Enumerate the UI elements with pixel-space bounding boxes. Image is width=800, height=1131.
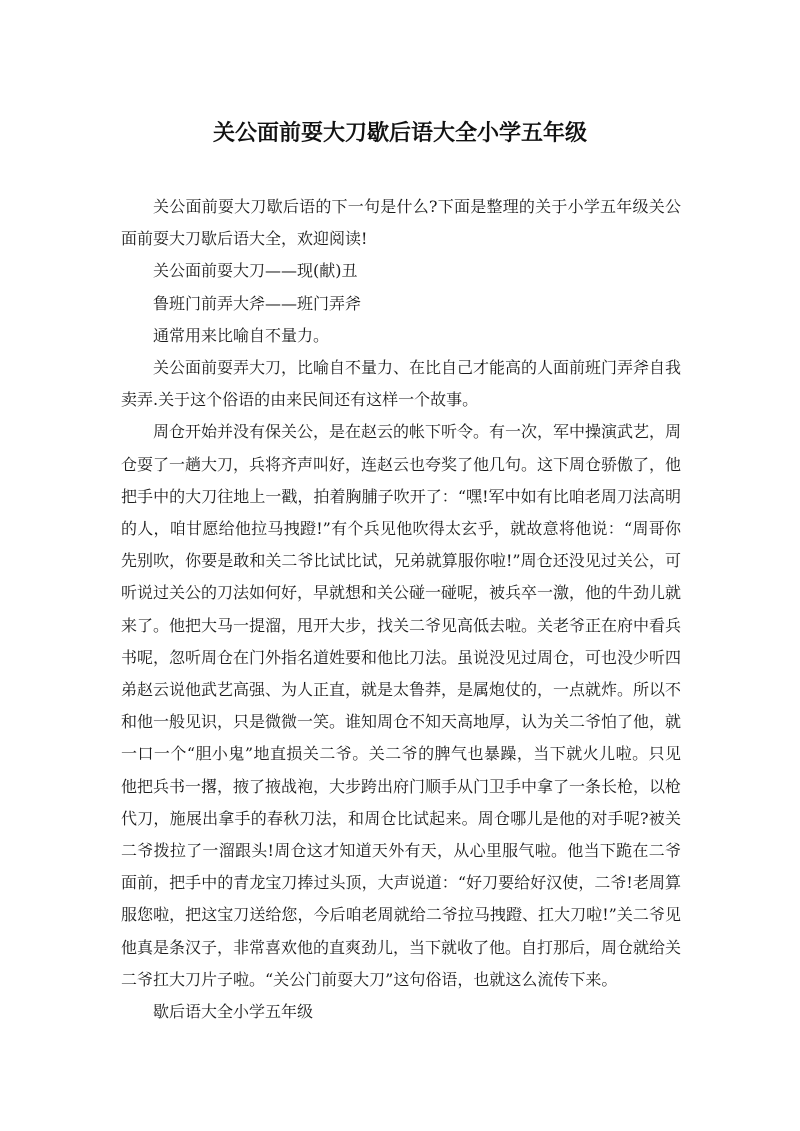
section-heading-line: 歇后语大全小学五年级 bbox=[153, 1002, 314, 1022]
intro-paragraph: 关公面前耍大刀歇后语的下一句是什么?下面是整理的关于小学五年级关公面前耍大刀歇后语大全，欢迎阅读! bbox=[121, 197, 681, 249]
usage-note: 通常用来比喻自不量力。 bbox=[153, 325, 330, 345]
meaning-paragraph: 关公面前耍弄大刀，比喻自不量力、在比自己才能高的人面前班门弄斧自我卖弄.关于这个俗语的由来民间还有这样一个故事。 bbox=[121, 358, 682, 410]
story-paragraph: 周仓开始并没有保关公，是在赵云的帐下听令。有一次，军中操演武艺，周仓耍了一趟大刀，兵将齐声叫好，连赵云也夸奖了他几句。这下周仓骄傲了，他把手中的大刀往地上一戳，拍着胸脯子吹开了：“嘿!军中如有比咱老周刀法高明的人，咱甘愿给他拉马拽蹬!”有个兵见他吹得太玄乎，就故意将他说：“周哥你先别吹，你要是敢和关二爷比试比试，兄弟就算服你啦!”周仓还没见过关公，可听说过关公的刀法如何好，早就想和关公碰一碰呢，被兵卒一激，他的牛劲儿就来了。他把大马一提溜，甩开大步，找关二爷见高低去啦。关老爷正在府中看兵书呢，忽听周仓在门外指名道姓要和他比刀法。虽说没见过周仓，可也没少听四弟赵云说他武艺高强、为人正直，就是太鲁莽，是属炮仗的，一点就炸。所以不和他一般见识，只是微微一笑。谁知周仓不知天高地厚，认为关二爷怕了他，就一口一个“胆小鬼”地直损关二爷。关二爷的脾气也暴躁，当下就火儿啦。只见他把兵书一撂，掖了掖战袍，大步跨出府门顺手从门卫手中拿了一条长枪，以枪代刀，施展出拿手的春秋刀法，和周仓比试起来。周仓哪儿是他的对手呢?被关二爷拨拉了一溜跟头!周仓这才知道天外有天，从心里服气啦。他当下跪在二爷面前，把手中的青龙宝刀捧过头顶，大声说道：“好刀要给好汉使，二爷!老周算服您啦，把这宝刀送给您，今后咱老周就给二爷拉马拽蹬、扛大刀啦!”关二爷见他真是条汉子，非常喜欢他的直爽劲儿，当下就收了他。自打那后，周仓就给关二爷扛大刀片子啦。“关公门前耍大刀”这句俗语，也就这么流传下来。 bbox=[121, 422, 682, 989]
document-title: 关公面前耍大刀歇后语大全小学五年级 bbox=[212, 121, 587, 146]
document-body bbox=[121, 191, 681, 1028]
idiom-line-1: 关公面前耍大刀——现(献)丑 bbox=[153, 261, 358, 281]
idiom-line-2: 鲁班门前弄大斧——班门弄斧 bbox=[153, 293, 362, 313]
